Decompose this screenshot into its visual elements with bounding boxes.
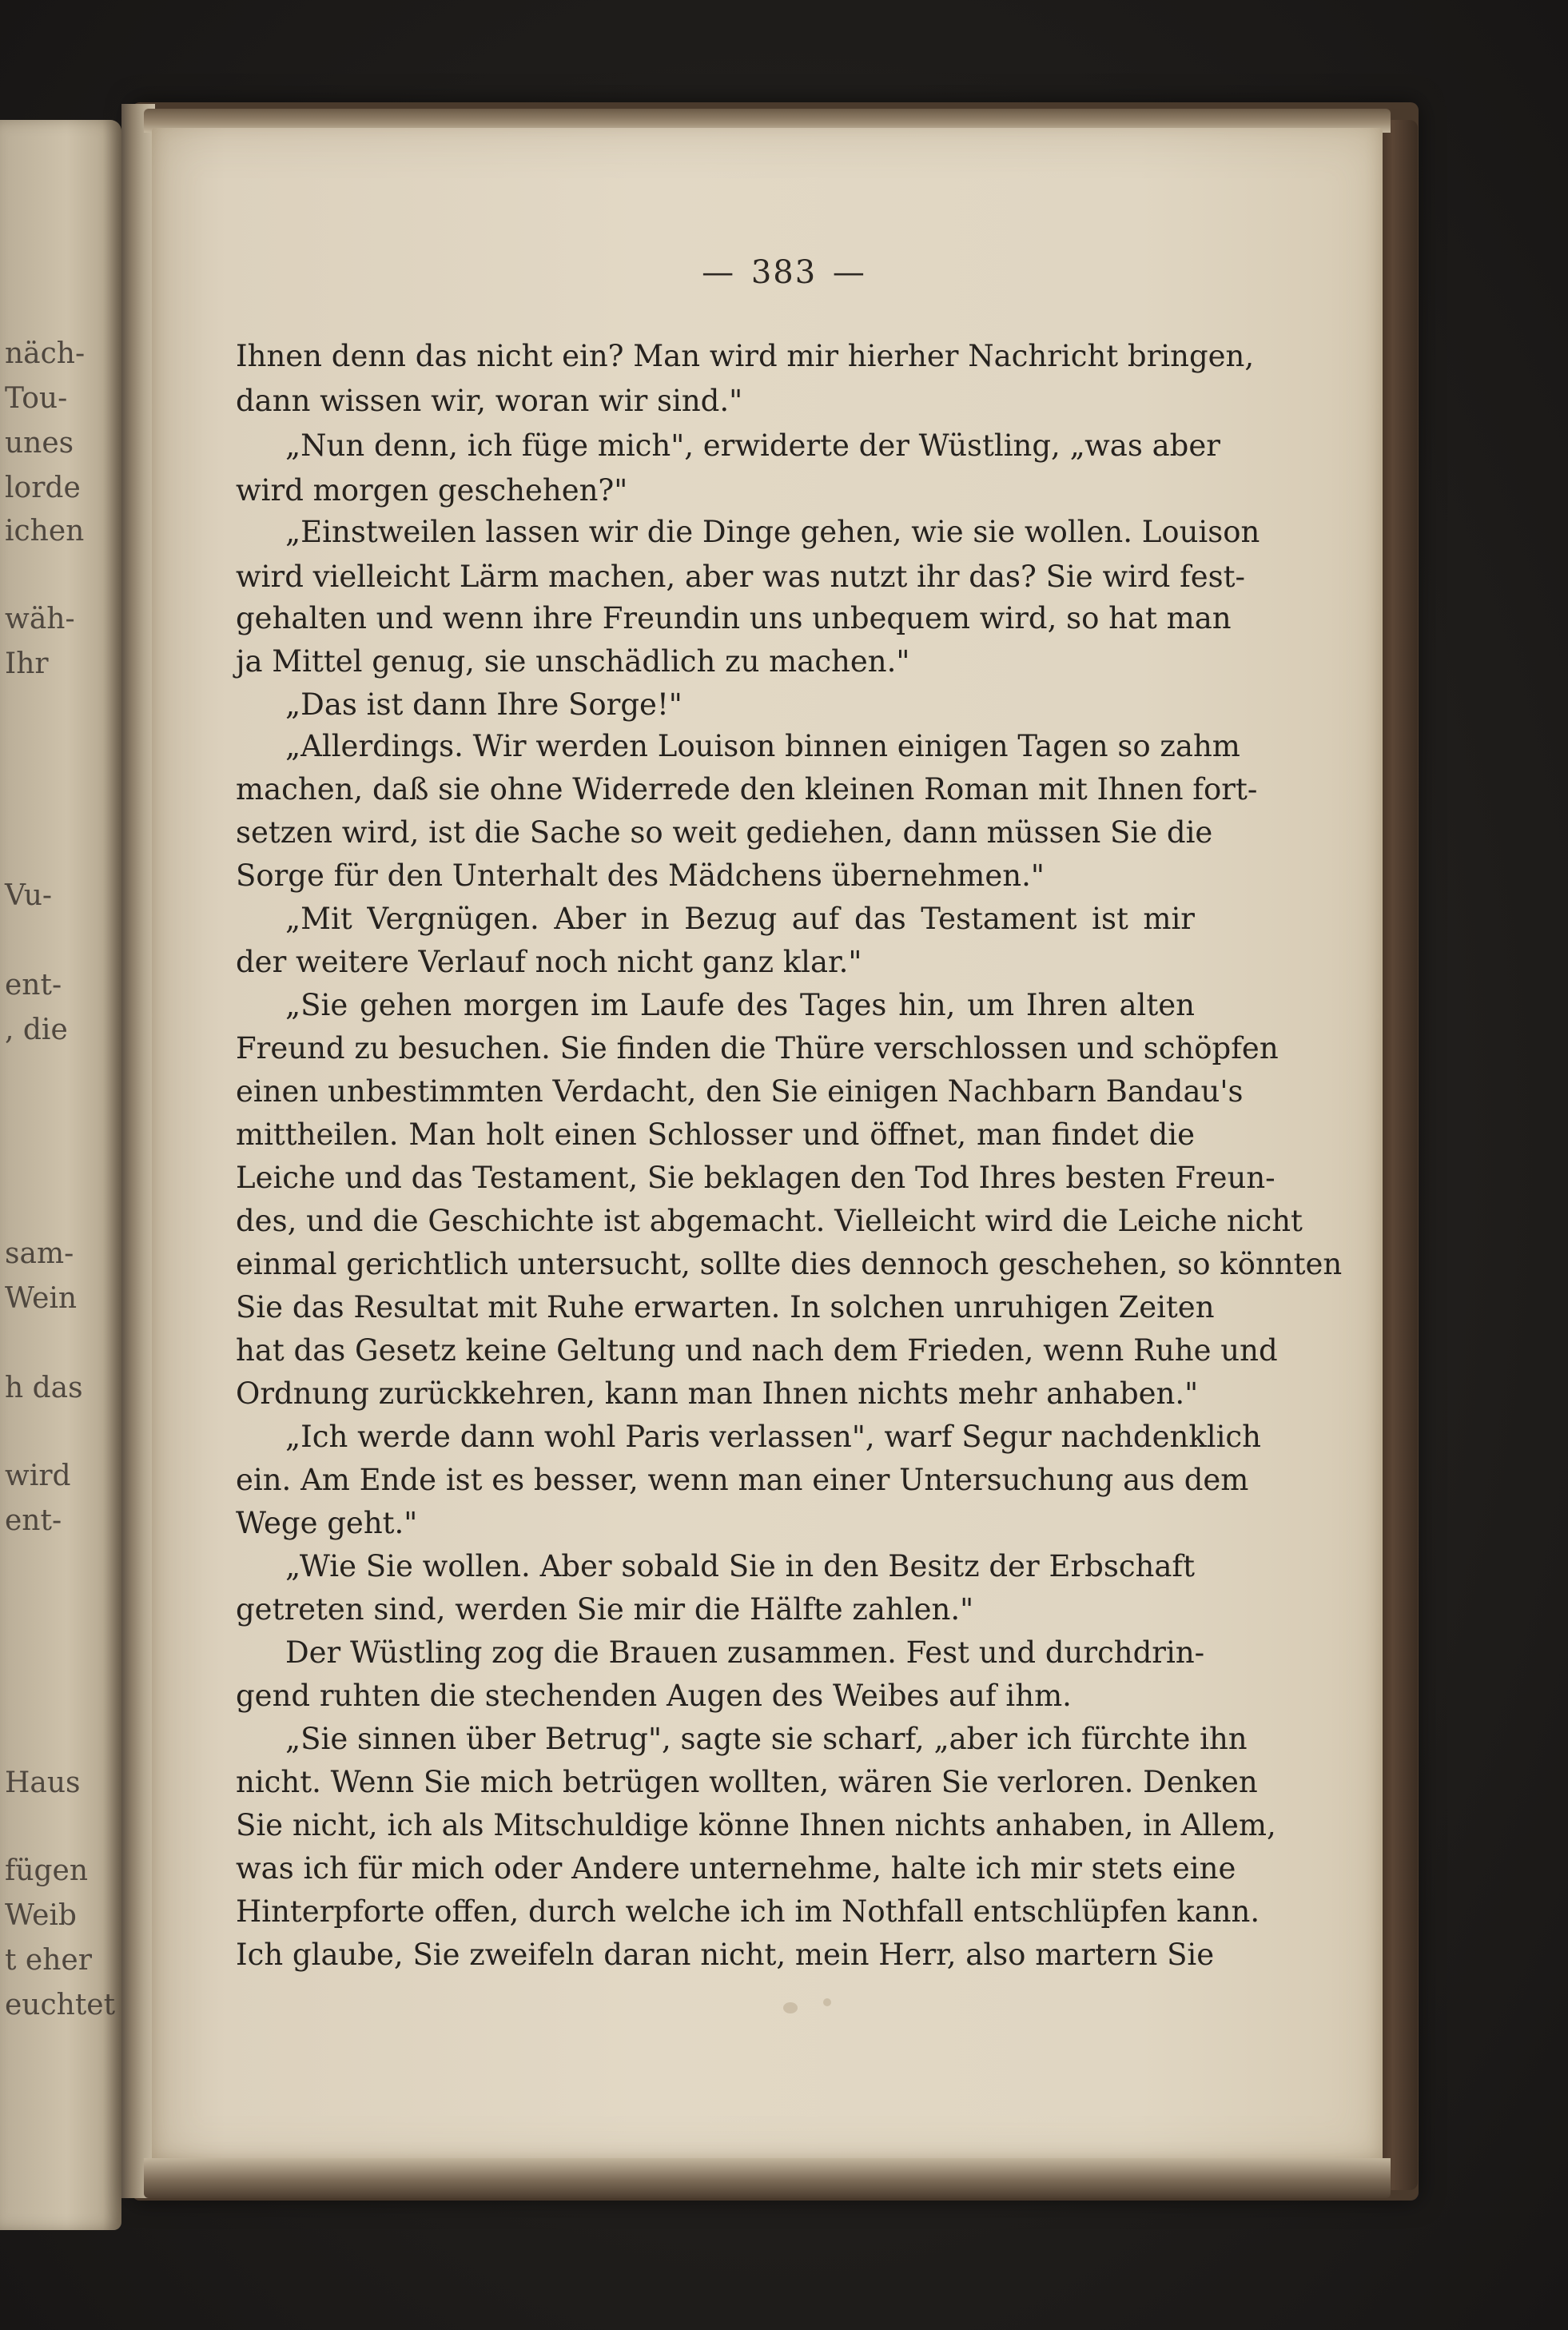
fragment: Ihr bbox=[5, 647, 49, 680]
text-line: Leiche und das Testament, Sie beklagen den Tod Ihres besten Freun- bbox=[236, 1161, 1275, 1195]
text-line: Sie nicht, ich als Mitschuldige könne Ihnen nichts anhaben, in Allem, bbox=[236, 1808, 1276, 1842]
fragment: ent- bbox=[5, 1504, 62, 1537]
fragment: Weib bbox=[5, 1899, 77, 1932]
text-line: „Mit Vergnügen. Aber in Bezug auf das Testament ist mir bbox=[285, 902, 1195, 936]
text-line: ja Mittel genug, sie unschädlich zu machen." bbox=[236, 644, 910, 679]
fragment: ichen bbox=[5, 515, 85, 548]
fragment: lorde bbox=[5, 472, 81, 504]
text-line: gend ruhten die stechenden Augen des Weibes auf ihm. bbox=[236, 1679, 1072, 1713]
text-line: wird vielleicht Lärm machen, aber was nutzt ihr das? Sie wird fest- bbox=[236, 560, 1246, 594]
fragment: sam- bbox=[5, 1237, 74, 1270]
text-line: „Das ist dann Ihre Sorge!" bbox=[285, 687, 683, 722]
text-line: gehalten und wenn ihre Freundin uns unbequem wird, so hat man bbox=[236, 601, 1232, 635]
text-line: Wege geht." bbox=[236, 1506, 418, 1540]
text-line: Der Wüstling zog die Brauen zusammen. Fest und durchdrin- bbox=[285, 1635, 1205, 1670]
fragment: wird bbox=[5, 1460, 71, 1492]
text-line: mittheilen. Man holt einen Schlosser und öffnet, man findet die bbox=[236, 1117, 1195, 1152]
text-line: ein. Am Ende ist es besser, wenn man einer Untersuchung aus dem bbox=[236, 1463, 1249, 1497]
fragment: h das bbox=[5, 1372, 83, 1404]
text-line: einen unbestimmten Verdacht, den Sie einigen Nachbarn Bandau's bbox=[236, 1074, 1244, 1109]
fragment: , die bbox=[5, 1014, 68, 1046]
text-line: nicht. Wenn Sie mich betrügen wollten, wären Sie verloren. Denken bbox=[236, 1765, 1258, 1799]
fragment: t eher bbox=[5, 1944, 92, 1977]
text-line: hat das Gesetz keine Geltung und nach dem Frieden, wenn Ruhe und bbox=[236, 1333, 1278, 1368]
fragment: wäh- bbox=[5, 603, 75, 635]
text-line: „Sie sinnen über Betrug", sagte sie scharf, „aber ich fürchte ihn bbox=[285, 1722, 1248, 1756]
text-line: Sorge für den Unterhalt des Mädchens übernehmen." bbox=[236, 858, 1045, 893]
text-line: „Ich werde dann wohl Paris verlassen", warf Segur nachdenklich bbox=[285, 1420, 1261, 1454]
text-line: „Nun denn, ich füge mich", erwiderte der Wüstling, „was aber bbox=[285, 428, 1220, 463]
fragment: Tou- bbox=[5, 382, 68, 415]
text-line: machen, daß sie ohne Widerrede den kleinen Roman mit Ihnen fort- bbox=[236, 772, 1258, 807]
text-line: dann wissen wir, woran wir sind." bbox=[236, 384, 743, 418]
fragment: unes bbox=[5, 427, 74, 460]
page-number-value: 383 bbox=[750, 254, 818, 291]
text-line: Freund zu besuchen. Sie finden die Thüre verschlossen und schöpfen bbox=[236, 1031, 1279, 1065]
text-line: Hinterpforte offen, durch welche ich im Nothfall entschlüpfen kann. bbox=[236, 1894, 1260, 1929]
fragment: näch- bbox=[5, 337, 86, 370]
text-line: Sie das Resultat mit Ruhe erwarten. In solchen unruhigen Zeiten bbox=[236, 1290, 1215, 1324]
fragment: Vu- bbox=[5, 879, 53, 912]
text-line: „Allerdings. Wir werden Louison binnen einigen Tagen so zahm bbox=[285, 729, 1240, 763]
text-line: wird morgen geschehen?" bbox=[236, 473, 628, 508]
text-line: was ich für mich oder Andere unternehme, halte ich mir stets eine bbox=[236, 1851, 1236, 1886]
fragment: euchtet bbox=[5, 1989, 116, 2021]
fragment: Wein bbox=[5, 1282, 78, 1315]
page-number-dash-left: — bbox=[702, 254, 736, 291]
text-line: „Wie Sie wollen. Aber sobald Sie in den Besitz der Erbschaft bbox=[285, 1549, 1195, 1583]
text-line: der weitere Verlauf noch nicht ganz klar." bbox=[236, 945, 862, 979]
text-line: Ihnen denn das nicht ein? Man wird mir hierher Nachricht bringen, bbox=[236, 339, 1255, 373]
fragment: Haus bbox=[5, 1766, 81, 1799]
fragment: ent- bbox=[5, 969, 62, 1002]
page-number-dash-right: — bbox=[832, 254, 866, 291]
text-line: „Einstweilen lassen wir die Dinge gehen, wie sie wollen. Louison bbox=[285, 515, 1260, 549]
text-line: getreten sind, werden Sie mir die Hälfte zahlen." bbox=[236, 1592, 974, 1627]
text-line: Ich glaube, Sie zweifeln daran nicht, mein Herr, also martern Sie bbox=[236, 1938, 1215, 1972]
text-line: „Sie gehen morgen im Laufe des Tages hin, um Ihren alten bbox=[285, 988, 1195, 1022]
text-line: Ordnung zurückkehren, kann man Ihnen nichts mehr anhaben." bbox=[236, 1376, 1199, 1411]
text-line: setzen wird, ist die Sache so weit gediehen, dann müssen Sie die bbox=[236, 815, 1213, 850]
text-line: des, und die Geschichte ist abgemacht. Vielleicht wird die Leiche nicht bbox=[236, 1204, 1303, 1238]
fragment: fügen bbox=[5, 1854, 89, 1887]
text-line: einmal gerichtlich untersucht, sollte dies dennoch geschehen, so könnten bbox=[236, 1247, 1343, 1281]
